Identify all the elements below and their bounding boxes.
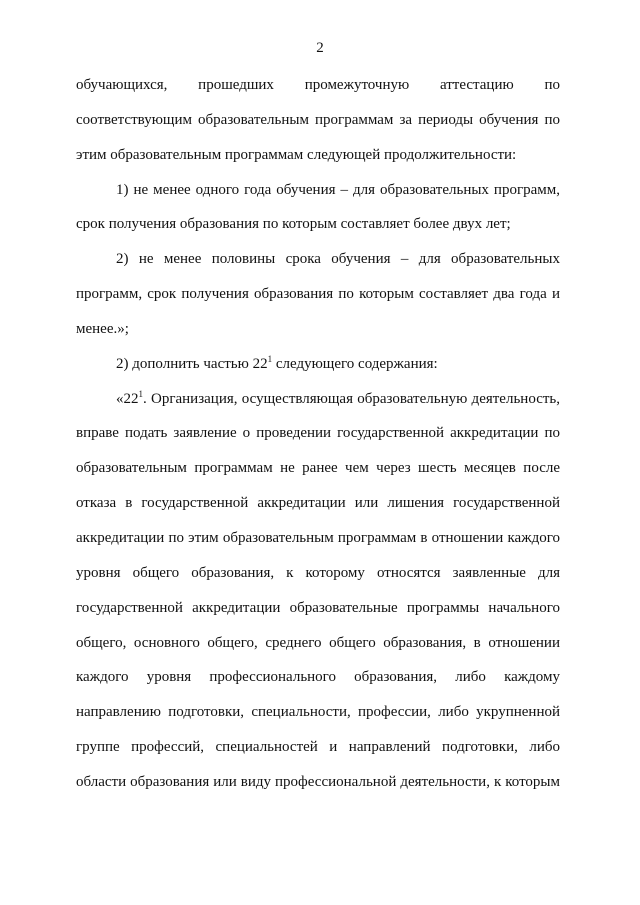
paragraph-item-1: 1) не менее одного года обучения – для образовательных программ, срок получения образования по которым составляет более двух лет; <box>76 181 560 233</box>
new-part-superscript: 1 <box>138 388 143 399</box>
amendment-text-end: следующего содержания: <box>272 355 438 372</box>
paragraph-item-2: 2) не менее половины срока обучения – для образовательных программ, срок получения образования по которым составляет два года и менее.»; <box>76 251 560 337</box>
paragraph-continuation: обучающихся, прошедших промежуточную аттестацию по соответствующим образовательным программам за периоды обучения по этим образовательным программам следующей продолжительности: <box>76 77 560 163</box>
amendment-superscript: 1 <box>267 353 273 364</box>
page-number: 2 <box>316 40 324 56</box>
new-part-text: . Организация, осуществляющая образовательную деятельность, вправе подать заявление о проведении государственной аккредитации по образовательным программам не ранее чем через шесть месяцев после отказа в государственной аккредитации или лишения государственной аккредитации по этим образовательным программам в отношении каждого уровня общего образования, к которому относятся заявленные для государственной аккредитации образовательные программы начального общего, основного общего, среднего общего образования, в отношении каждого уровня профессионального образования, либо каждому направлению подготовки, специальности, профессии, либо укрупненной группе профессий, специальностей и направлений подготовки, либо области образования или виду профессиональной деятельности, к которым <box>76 390 560 790</box>
amendment-text-start: 2) дополнить частью 22 <box>116 355 268 372</box>
paragraph-new-part <box>76 382 560 800</box>
new-part-number: «22 <box>116 390 139 407</box>
paragraph-amendment <box>76 347 560 382</box>
document-body <box>76 68 560 800</box>
